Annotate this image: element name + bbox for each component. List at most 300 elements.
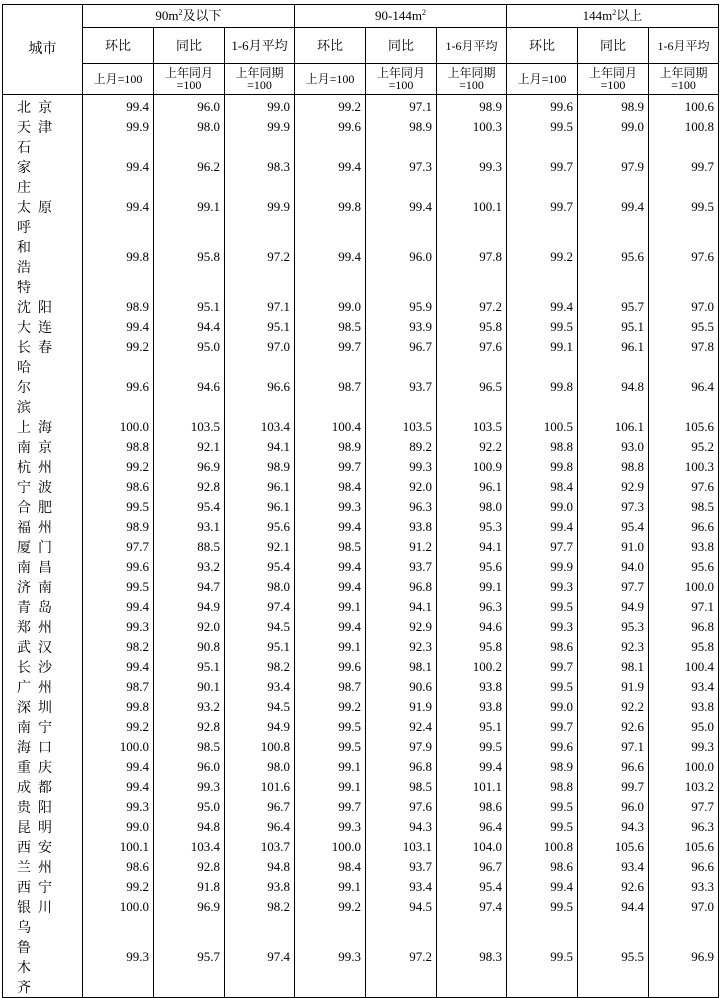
index-value: 91.2: [366, 537, 437, 557]
index-value: 99.4: [83, 757, 154, 777]
index-value: 99.6: [507, 737, 578, 757]
index-value: 98.9: [225, 457, 295, 477]
index-value: 94.7: [154, 577, 225, 597]
index-value: 98.7: [295, 677, 366, 697]
subhead-yoy: 同比: [154, 28, 225, 64]
index-value: 99.7: [507, 197, 578, 217]
group-label: 144m: [582, 8, 613, 23]
city-name: 杭州: [3, 457, 83, 477]
city-name: 天津: [3, 117, 83, 137]
index-value: 94.6: [437, 617, 507, 637]
index-value: 95.1: [437, 717, 507, 737]
table-row: [3, 817, 719, 837]
table-row: [3, 357, 719, 417]
index-value: 103.5: [437, 417, 507, 437]
index-value: 98.0: [154, 117, 225, 137]
index-value: 94.5: [225, 697, 295, 717]
index-value: 93.8: [437, 697, 507, 717]
index-value: 96.4: [225, 817, 295, 837]
city-name: 兰州: [3, 857, 83, 877]
index-value: 97.6: [437, 337, 507, 357]
index-value: 94.8: [154, 817, 225, 837]
index-value: 100.3: [437, 117, 507, 137]
index-value: 99.7: [578, 777, 649, 797]
index-value: 96.0: [578, 797, 649, 817]
index-value: 98.6: [83, 477, 154, 497]
index-value: 99.9: [83, 117, 154, 137]
index-value: 99.3: [437, 137, 507, 197]
index-value: 100.0: [649, 577, 719, 597]
index-value: 99.8: [83, 217, 154, 297]
index-value: 92.9: [578, 477, 649, 497]
index-value: 96.0: [366, 217, 437, 297]
base-mom: 上月=100: [295, 64, 366, 95]
index-value: 95.4: [437, 877, 507, 897]
subhead-yoy: 同比: [366, 28, 437, 64]
base-avg: 上年同期=100: [225, 64, 295, 95]
index-value: 96.6: [649, 517, 719, 537]
index-value: 91.9: [578, 677, 649, 697]
city-name: 太原: [3, 197, 83, 217]
index-value: 100.5: [507, 417, 578, 437]
index-value: 95.0: [154, 797, 225, 817]
index-value: 97.1: [649, 597, 719, 617]
index-value: 97.6: [649, 477, 719, 497]
table-row: [3, 597, 719, 617]
index-value: 97.7: [649, 797, 719, 817]
index-value: 99.1: [295, 777, 366, 797]
index-value: 95.6: [578, 217, 649, 297]
index-value: 99.1: [295, 597, 366, 617]
index-value: 95.8: [154, 217, 225, 297]
index-value: 96.3: [437, 597, 507, 617]
index-value: 92.9: [366, 617, 437, 637]
index-value: 96.6: [649, 857, 719, 877]
index-value: 97.3: [366, 137, 437, 197]
index-value: 95.1: [154, 657, 225, 677]
index-value: 96.9: [649, 917, 719, 998]
index-value: 93.4: [649, 677, 719, 697]
index-value: 99.5: [507, 917, 578, 998]
index-value: 98.8: [83, 437, 154, 457]
city-name: 银川: [3, 897, 83, 917]
index-value: 90.1: [154, 677, 225, 697]
index-value: 94.8: [578, 357, 649, 417]
city-name: 青岛: [3, 597, 83, 617]
index-value: 95.0: [154, 337, 225, 357]
index-value: 99.6: [83, 557, 154, 577]
index-value: 92.1: [154, 437, 225, 457]
index-value: 99.4: [83, 597, 154, 617]
index-value: 93.8: [225, 877, 295, 897]
index-value: 99.1: [437, 577, 507, 597]
index-value: 99.3: [295, 917, 366, 998]
index-value: 92.1: [225, 537, 295, 557]
index-value: 99.1: [295, 637, 366, 657]
base-yoy: 上年同月=100: [154, 64, 225, 95]
index-value: 96.5: [437, 357, 507, 417]
index-value: 98.3: [437, 917, 507, 998]
index-value: 98.9: [507, 757, 578, 777]
index-value: 99.0: [507, 497, 578, 517]
index-value: 98.4: [295, 857, 366, 877]
index-value: 100.9: [437, 457, 507, 477]
index-value: 99.3: [83, 797, 154, 817]
index-value: 95.9: [366, 297, 437, 317]
table-row: [3, 617, 719, 637]
index-value: 101.6: [225, 777, 295, 797]
index-value: 98.5: [154, 737, 225, 757]
index-value: 101.1: [437, 777, 507, 797]
index-value: 103.2: [649, 777, 719, 797]
index-value: 94.9: [154, 597, 225, 617]
index-value: 92.6: [578, 717, 649, 737]
index-value: 91.8: [154, 877, 225, 897]
index-value: 100.0: [83, 417, 154, 437]
index-value: 97.4: [225, 917, 295, 998]
index-value: 97.8: [437, 217, 507, 297]
table-row: [3, 717, 719, 737]
city-name: 郑州: [3, 617, 83, 637]
base-mom: 上月=100: [507, 64, 578, 95]
index-value: 100.2: [437, 657, 507, 677]
index-value: 99.0: [295, 297, 366, 317]
index-value: 94.1: [225, 437, 295, 457]
index-value: 99.4: [437, 757, 507, 777]
table-row: [3, 537, 719, 557]
index-value: 99.4: [366, 197, 437, 217]
index-value: 100.0: [83, 897, 154, 917]
index-value: 103.5: [154, 417, 225, 437]
index-value: 99.7: [295, 797, 366, 817]
index-value: 97.6: [649, 217, 719, 297]
index-value: 99.6: [507, 95, 578, 118]
index-value: 94.5: [225, 617, 295, 637]
index-value: 105.6: [649, 837, 719, 857]
index-value: 99.3: [295, 817, 366, 837]
index-value: 100.0: [295, 837, 366, 857]
table-body: [3, 95, 719, 998]
index-value: 100.1: [437, 197, 507, 217]
index-value: 99.2: [83, 717, 154, 737]
index-value: 95.5: [578, 917, 649, 998]
city-name: 厦门: [3, 537, 83, 557]
index-value: 99.5: [507, 317, 578, 337]
index-value: 100.3: [649, 457, 719, 477]
index-value: 98.6: [507, 857, 578, 877]
index-value: 95.5: [649, 317, 719, 337]
index-value: 97.1: [366, 95, 437, 118]
table-row: [3, 897, 719, 917]
table-row: [3, 297, 719, 317]
index-value: 93.1: [154, 517, 225, 537]
index-value: 99.5: [649, 197, 719, 217]
index-value: 92.2: [437, 437, 507, 457]
index-value: 99.4: [295, 137, 366, 197]
index-value: 94.9: [578, 597, 649, 617]
index-value: 99.7: [507, 137, 578, 197]
base-yoy: 上年同月=100: [578, 64, 649, 95]
index-value: 98.8: [507, 777, 578, 797]
index-value: 95.2: [649, 437, 719, 457]
city-name: 南京: [3, 437, 83, 457]
index-value: 103.4: [154, 837, 225, 857]
index-value: 99.1: [154, 197, 225, 217]
index-value: 99.7: [649, 137, 719, 197]
index-value: 98.7: [83, 677, 154, 697]
index-value: 97.7: [83, 537, 154, 557]
city-name: 长沙: [3, 657, 83, 677]
index-value: 95.3: [437, 517, 507, 537]
index-value: 99.4: [295, 517, 366, 537]
subhead-mom: 环比: [83, 28, 154, 64]
index-value: 99.4: [507, 517, 578, 537]
index-value: 99.0: [507, 697, 578, 717]
index-value: 98.4: [507, 477, 578, 497]
index-value: 94.5: [366, 897, 437, 917]
table-row: [3, 637, 719, 657]
city-name: 宁波: [3, 477, 83, 497]
index-value: 98.7: [295, 357, 366, 417]
index-value: 98.8: [507, 437, 578, 457]
index-value: 92.4: [366, 717, 437, 737]
index-value: 99.8: [295, 197, 366, 217]
city-name: 西宁: [3, 877, 83, 897]
index-value: 99.3: [154, 777, 225, 797]
index-value: 91.9: [366, 697, 437, 717]
index-value: 99.1: [507, 337, 578, 357]
index-value: 97.3: [578, 497, 649, 517]
index-value: 98.8: [578, 457, 649, 477]
table-row: [3, 217, 719, 297]
table-row: [3, 917, 719, 998]
index-value: 103.1: [366, 837, 437, 857]
index-value: 99.4: [83, 137, 154, 197]
index-value: 96.0: [154, 95, 225, 118]
index-value: 93.8: [437, 677, 507, 697]
index-value: 95.8: [437, 637, 507, 657]
index-value: 96.6: [578, 757, 649, 777]
base-avg: 上年同期=100: [649, 64, 719, 95]
city-name: 上海: [3, 417, 83, 437]
index-value: 94.1: [366, 597, 437, 617]
group-label: 90m: [155, 8, 179, 23]
city-name: 广州: [3, 677, 83, 697]
city-name: 南昌: [3, 557, 83, 577]
city-name: 北京: [3, 95, 83, 118]
index-value: 99.4: [83, 317, 154, 337]
index-value: 99.3: [83, 617, 154, 637]
index-value: 99.5: [295, 717, 366, 737]
index-value: 99.7: [507, 657, 578, 677]
city-name: 南宁: [3, 717, 83, 737]
city-name: 沈阳: [3, 297, 83, 317]
index-value: 95.8: [437, 317, 507, 337]
index-value: 99.2: [83, 457, 154, 477]
index-value: 98.9: [83, 297, 154, 317]
index-value: 95.6: [225, 517, 295, 537]
city-name: 贵阳: [3, 797, 83, 817]
index-value: 106.1: [578, 417, 649, 437]
index-value: 94.3: [366, 817, 437, 837]
index-value: 97.4: [437, 897, 507, 917]
index-value: 91.0: [578, 537, 649, 557]
index-value: 99.7: [507, 717, 578, 737]
base-yoy: 上年同月=100: [366, 64, 437, 95]
subhead-avg: 1-6月平均: [649, 28, 719, 64]
group-superscript: 2: [612, 8, 617, 17]
index-value: 98.5: [649, 497, 719, 517]
index-value: 96.9: [154, 897, 225, 917]
index-value: 97.2: [366, 917, 437, 998]
index-value: 95.1: [225, 637, 295, 657]
index-value: 97.9: [366, 737, 437, 757]
index-value: 93.4: [578, 857, 649, 877]
index-value: 93.9: [366, 317, 437, 337]
index-value: 99.0: [578, 117, 649, 137]
city-name: 福州: [3, 517, 83, 537]
index-value: 92.8: [154, 857, 225, 877]
index-value: 100.0: [83, 737, 154, 757]
index-value: 99.2: [83, 337, 154, 357]
index-value: 99.9: [225, 117, 295, 137]
index-value: 95.0: [649, 717, 719, 737]
subhead-mom: 环比: [295, 28, 366, 64]
index-value: 105.6: [649, 417, 719, 437]
index-value: 99.2: [295, 697, 366, 717]
index-value: 99.3: [366, 457, 437, 477]
index-value: 99.5: [295, 737, 366, 757]
index-value: 99.2: [83, 877, 154, 897]
index-value: 99.4: [83, 95, 154, 118]
price-index-table-container: [2, 4, 719, 998]
index-value: 90.8: [154, 637, 225, 657]
index-value: 98.2: [83, 637, 154, 657]
index-value: 100.1: [83, 837, 154, 857]
index-value: 103.5: [366, 417, 437, 437]
index-value: 93.4: [366, 877, 437, 897]
index-value: 99.4: [295, 577, 366, 597]
table-row: [3, 337, 719, 357]
table-row: [3, 737, 719, 757]
base-mom: 上月=100: [83, 64, 154, 95]
index-value: 99.4: [507, 297, 578, 317]
city-name: 西安: [3, 837, 83, 857]
city-name: 大连: [3, 317, 83, 337]
subhead-mom: 环比: [507, 28, 578, 64]
city-name: 哈尔滨: [3, 357, 83, 417]
index-value: 98.9: [437, 95, 507, 118]
table-row: [3, 417, 719, 437]
table-row: [3, 477, 719, 497]
index-value: 96.2: [154, 137, 225, 197]
index-value: 100.0: [649, 757, 719, 777]
index-value: 95.1: [154, 297, 225, 317]
index-value: 99.0: [83, 817, 154, 837]
city-name: 乌鲁木齐: [3, 917, 83, 998]
table-row: [3, 797, 719, 817]
index-value: 96.1: [225, 477, 295, 497]
index-value: 96.6: [225, 357, 295, 417]
index-value: 99.4: [578, 197, 649, 217]
city-name: 海口: [3, 737, 83, 757]
index-value: 94.6: [154, 357, 225, 417]
index-value: 98.2: [225, 657, 295, 677]
subhead-avg: 1-6月平均: [225, 28, 295, 64]
index-value: 96.3: [649, 817, 719, 837]
price-index-table: [2, 4, 719, 998]
index-value: 96.0: [154, 757, 225, 777]
index-value: 99.6: [83, 357, 154, 417]
table-row: [3, 877, 719, 897]
table-row: [3, 777, 719, 797]
index-value: 95.8: [649, 637, 719, 657]
index-value: 99.5: [83, 497, 154, 517]
index-value: 94.9: [225, 717, 295, 737]
index-value: 100.8: [649, 117, 719, 137]
base-avg: 上年同期=100: [437, 64, 507, 95]
index-value: 97.8: [649, 337, 719, 357]
index-value: 99.0: [225, 95, 295, 118]
index-value: 95.4: [154, 497, 225, 517]
index-value: 98.5: [295, 317, 366, 337]
index-value: 103.4: [225, 417, 295, 437]
table-row: [3, 697, 719, 717]
index-value: 95.7: [154, 917, 225, 998]
index-value: 99.5: [507, 897, 578, 917]
index-value: 97.0: [225, 337, 295, 357]
index-value: 94.4: [154, 317, 225, 337]
index-value: 93.4: [225, 677, 295, 697]
index-value: 93.7: [366, 857, 437, 877]
city-name: 呼和浩特: [3, 217, 83, 297]
index-value: 99.3: [649, 737, 719, 757]
table-row: [3, 197, 719, 217]
index-value: 92.2: [578, 697, 649, 717]
index-value: 98.1: [578, 657, 649, 677]
index-value: 99.3: [507, 617, 578, 637]
index-value: 99.2: [295, 95, 366, 118]
index-value: 92.3: [578, 637, 649, 657]
index-value: 96.7: [225, 797, 295, 817]
index-value: 95.6: [649, 557, 719, 577]
index-value: 98.5: [366, 777, 437, 797]
index-value: 97.7: [507, 537, 578, 557]
index-value: 100.4: [649, 657, 719, 677]
index-value: 92.0: [154, 617, 225, 637]
table-row: [3, 857, 719, 877]
index-value: 94.0: [578, 557, 649, 577]
city-name: 成都: [3, 777, 83, 797]
table-row: [3, 517, 719, 537]
table-row: [3, 577, 719, 597]
index-value: 99.3: [83, 917, 154, 998]
index-value: 99.4: [295, 617, 366, 637]
index-value: 99.4: [507, 877, 578, 897]
index-value: 99.2: [507, 217, 578, 297]
index-value: 99.3: [507, 577, 578, 597]
index-value: 96.8: [366, 577, 437, 597]
index-value: 98.9: [295, 437, 366, 457]
index-value: 98.9: [366, 117, 437, 137]
index-value: 93.7: [366, 357, 437, 417]
index-value: 92.0: [366, 477, 437, 497]
city-name: 石家庄: [3, 137, 83, 197]
index-value: 99.2: [295, 897, 366, 917]
group-header-small: [83, 5, 295, 28]
index-value: 95.1: [578, 317, 649, 337]
index-value: 96.7: [437, 857, 507, 877]
